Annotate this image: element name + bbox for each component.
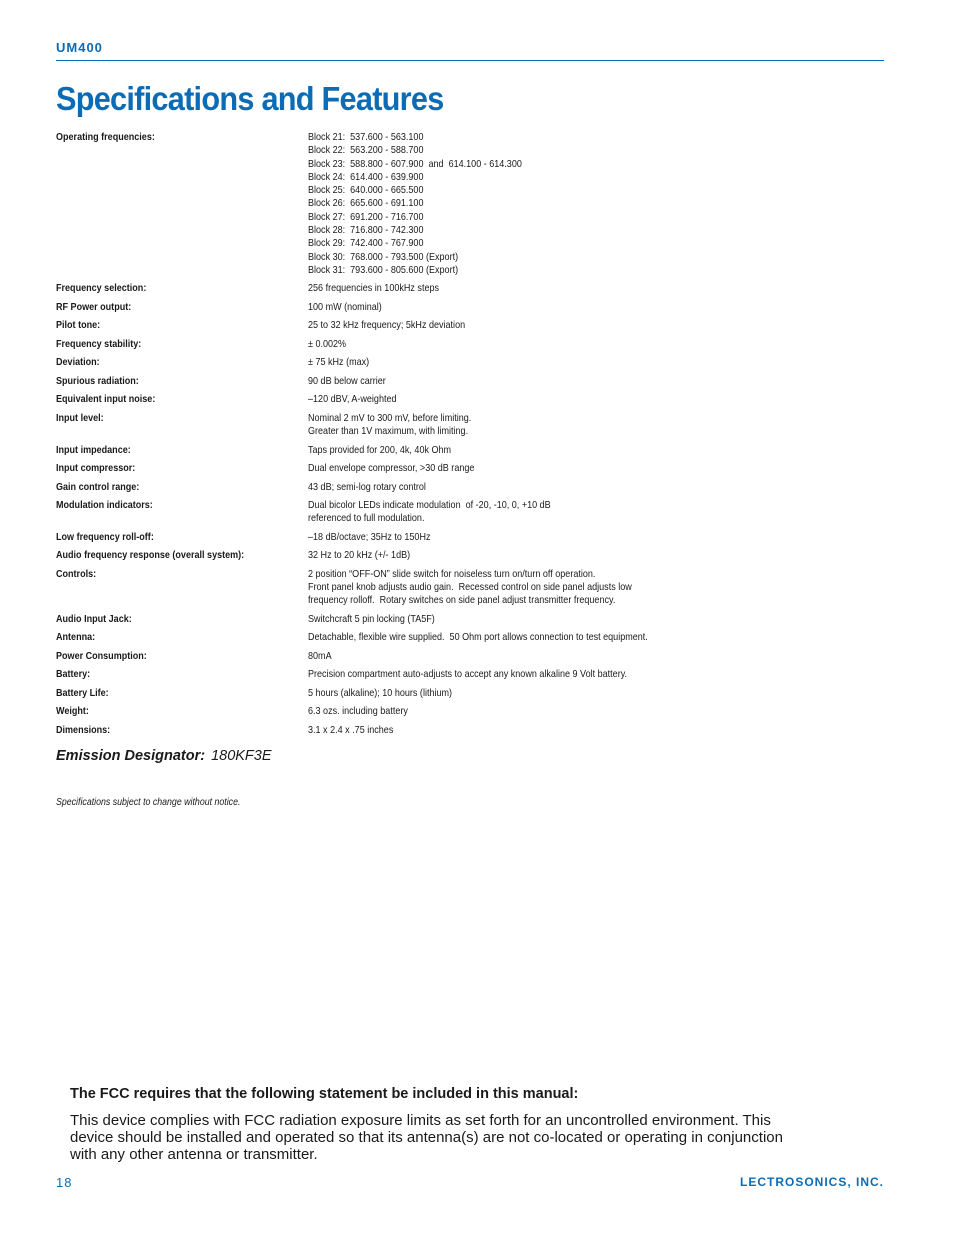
spec-values [308,668,884,681]
disclaimer: Specifications subject to change without notice. [56,797,241,808]
spec-row [56,131,884,277]
spec-value-line: Block 31: 793.600 - 805.600 (Export) [308,263,459,276]
spec-value-line: –120 dBV, A-weighted [308,393,397,406]
spec-row [56,687,884,700]
header-model: UM400 [56,40,103,55]
spec-row [56,319,884,332]
spec-row [56,282,884,295]
spec-label: Controls: [56,567,97,580]
spec-values [308,499,884,526]
spec-row [56,462,884,475]
spec-values [308,462,884,475]
spec-value-line: Block 28: 716.800 - 742.300 [308,224,424,237]
spec-value-line: referenced to full modulation. [308,512,425,525]
spec-label: Audio frequency response (overall system): [56,549,245,562]
spec-value-line: Front panel knob adjusts audio gain. Recessed control on side panel adjusts low [308,581,632,594]
spec-label: Power Consumption: [56,649,147,662]
spec-row [56,375,884,388]
spec-values [308,650,884,663]
spec-row [56,568,884,608]
spec-label: Gain control range: [56,480,140,493]
spec-value-line: Greater than 1V maximum, with limiting. [308,425,469,438]
fcc-statement: This device complies with FCC radiation exposure limits as set forth for an uncontrolled environment. This device should be installed and operated so that its antenna(s) are not co-located or operating in conjunction with any other antenna or transmitter. [70,1112,783,1163]
spec-value-line: 43 dB; semi-log rotary control [308,480,426,493]
spec-row [56,650,884,663]
spec-values [308,444,884,457]
spec-value-line: Block 21: 537.600 - 563.100 [308,131,424,143]
spec-values [308,319,884,332]
spec-value-line: Block 22: 563.200 - 588.700 [308,144,424,157]
emission-label: Emission Designator: [56,748,206,764]
spec-values [308,412,884,439]
spec-label: Modulation indicators: [56,499,153,512]
spec-label: Spurious radiation: [56,374,139,387]
spec-values [308,531,884,544]
spec-values [308,282,884,295]
spec-values [308,631,884,644]
spec-value-line: ± 75 kHz (max) [308,356,370,369]
spec-row [56,668,884,681]
spec-label: Battery: [56,668,91,681]
spec-label: Pilot tone: [56,319,101,332]
spec-value-line: 80mA [308,649,332,662]
fcc-heading: The FCC requires that the following statement be included in this manual: [70,1086,579,1102]
spec-value-line: 32 Hz to 20 kHz (+/- 1dB) [308,549,411,562]
spec-row [56,549,884,562]
spec-row [56,412,884,439]
spec-label: Input compressor: [56,462,136,475]
spec-row [56,613,884,626]
spec-label: Battery Life: [56,686,109,699]
spec-value-line: Block 30: 768.000 - 793.500 (Export) [308,250,459,263]
spec-value-line: Dual envelope compressor, >30 dB range [308,462,475,475]
spec-values [308,301,884,314]
spec-row [56,705,884,718]
spec-value-line: 25 to 32 kHz frequency; 5kHz deviation [308,319,466,332]
emission-value: 180KF3E [211,748,272,764]
spec-label: Input level: [56,411,104,424]
spec-row [56,301,884,314]
spec-row [56,531,884,544]
spec-value-line: Dual bicolor LEDs indicate modulation of -20, -10, 0, +10 dB [308,499,551,512]
spec-value-line: 100 mW (nominal) [308,300,382,313]
spec-value-line: 6.3 ozs. including battery [308,705,408,718]
spec-row [56,724,884,737]
spec-label: Frequency selection: [56,282,147,295]
spec-row [56,499,884,526]
spec-label: Input impedance: [56,443,131,456]
spec-label: Audio Input Jack: [56,612,132,625]
spec-value-line: Switchcraft 5 pin locking (TA5F) [308,612,435,625]
page-title: Specifications and Features [56,80,444,117]
spec-label: Deviation: [56,356,100,369]
specs-table [56,131,884,742]
emission-designator [56,748,272,764]
spec-value-line: Precision compartment auto-adjusts to accept any known alkaline 9 Volt battery. [308,668,628,681]
spec-label: Low frequency roll-off: [56,530,154,543]
spec-value-line: 2 position “OFF-ON” slide switch for noiseless turn on/turn off operation. [308,567,596,580]
spec-values [308,705,884,718]
spec-values [308,687,884,700]
spec-value-line: ± 0.002% [308,337,347,350]
spec-value-line: Block 27: 691.200 - 716.700 [308,210,424,223]
spec-values [308,724,884,737]
spec-row [56,338,884,351]
spec-label: Weight: [56,705,89,718]
spec-value-line: Nominal 2 mV to 300 mV, before limiting. [308,411,472,424]
spec-value-line: –18 dB/octave; 35Hz to 150Hz [308,530,431,543]
spec-row [56,356,884,369]
spec-values [308,375,884,388]
spec-value-line: Block 25: 640.000 - 665.500 [308,184,424,197]
spec-row [56,481,884,494]
spec-values [308,131,884,277]
spec-value-line: Block 29: 742.400 - 767.900 [308,237,424,250]
spec-values [308,613,884,626]
company-name: LECTROSONICS, INC. [739,1175,884,1189]
spec-value-line: 256 frequencies in 100kHz steps [308,282,440,295]
spec-label: Antenna: [56,631,96,644]
fcc-notice [70,1086,810,1163]
spec-value-line: Block 24: 614.400 - 639.900 [308,170,424,183]
spec-values [308,338,884,351]
spec-values [308,549,884,562]
spec-values [308,356,884,369]
spec-row [56,631,884,644]
page-number: 18 [56,1175,73,1190]
spec-value-line: 5 hours (alkaline); 10 hours (lithium) [308,686,453,699]
header-rule [56,60,884,61]
spec-label: Frequency stability: [56,337,142,350]
spec-row [56,393,884,406]
spec-label: Equivalent input noise: [56,393,156,406]
spec-value-line: Block 26: 665.600 - 691.100 [308,197,424,210]
spec-value-line: frequency rolloff. Rotary switches on side panel adjust transmitter frequency. [308,594,616,607]
spec-value-line: 90 dB below carrier [308,374,386,387]
spec-value-line: Block 23: 588.800 - 607.900 and 614.100 - 614.300 [308,157,522,170]
spec-value-line: Taps provided for 200, 4k, 40k Ohm [308,443,452,456]
spec-values [308,393,884,406]
spec-label: RF Power output: [56,300,132,313]
spec-values [308,481,884,494]
spec-label: Operating frequencies: [56,131,155,143]
spec-values [308,568,884,608]
spec-value-line: 3.1 x 2.4 x .75 inches [308,723,394,736]
spec-row [56,444,884,457]
spec-value-line: Detachable, flexible wire supplied. 50 Ohm port allows connection to test equipment. [308,631,648,644]
spec-label: Dimensions: [56,723,111,736]
